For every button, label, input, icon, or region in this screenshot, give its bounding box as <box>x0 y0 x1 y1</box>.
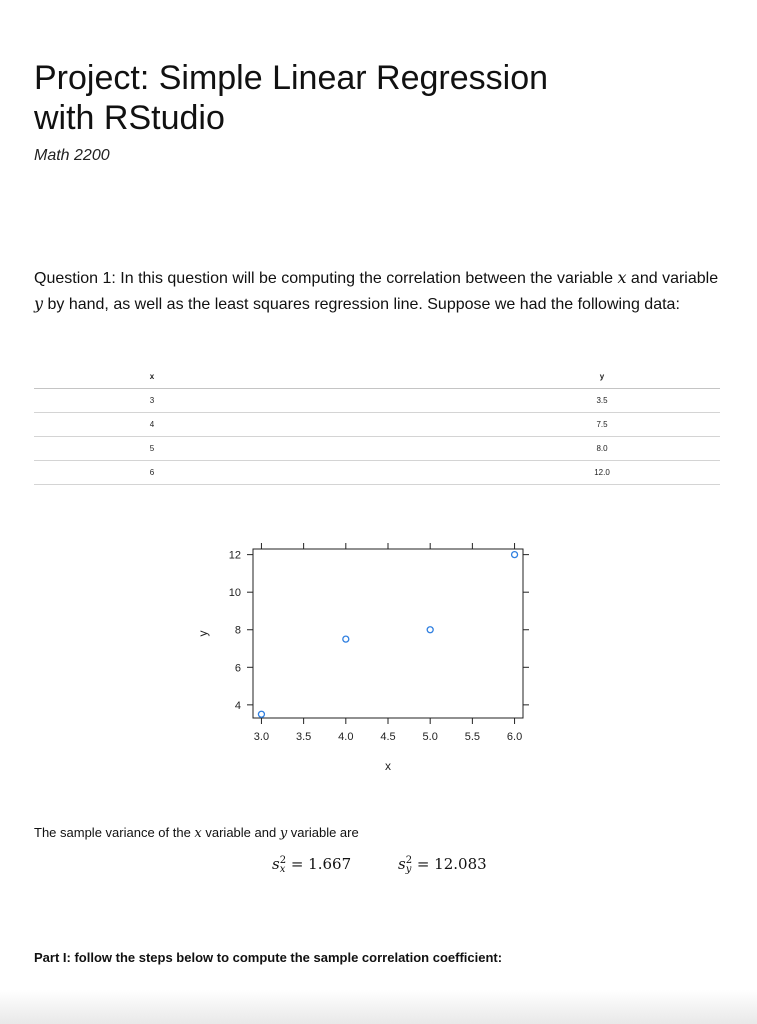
variance-suffix: variable are <box>287 825 359 840</box>
cell-y: 7.5 <box>484 413 720 437</box>
plot-frame <box>253 549 523 718</box>
table-header-row <box>34 365 720 389</box>
variance-y-formula <box>398 855 487 874</box>
sx-sup: 2 <box>279 855 287 866</box>
sy-sub: y <box>405 864 412 875</box>
y-tick-label: 8 <box>234 624 241 637</box>
spacer <box>270 365 484 389</box>
cell-y: 3.5 <box>484 389 720 413</box>
data-point <box>343 636 349 642</box>
y-tick-label: 4 <box>234 699 241 712</box>
header-x: x <box>34 365 270 389</box>
x-axis-label: x <box>385 759 391 773</box>
var-x: x <box>194 826 202 841</box>
x-tick-label: 5.0 <box>422 731 438 743</box>
part-1-heading: Part I: follow the steps below to compute the sample correlation coefficient: <box>34 950 503 965</box>
sy-sup: 2 <box>405 855 413 866</box>
cell-x: 3 <box>34 389 270 413</box>
sx-value: = 1.667 <box>286 855 352 873</box>
title-line-2: with RStudio <box>34 99 225 137</box>
table-row <box>34 461 720 485</box>
x-tick-label: 5.5 <box>464 731 481 743</box>
variance-x-formula <box>272 855 351 874</box>
x-tick-label: 3.5 <box>295 731 312 743</box>
course-subtitle: Math 2200 <box>34 147 110 164</box>
sy-value: = 12.083 <box>412 855 487 873</box>
variance-prefix: The sample variance of the <box>34 825 195 840</box>
cell-y: 12.0 <box>484 461 720 485</box>
y-axis-label: y <box>196 630 210 637</box>
cell-y: 8.0 <box>484 437 720 461</box>
sy-symbol: s <box>398 855 406 873</box>
cell-x: 5 <box>34 437 270 461</box>
x-tick-label: 4.0 <box>338 731 354 743</box>
y-tick-label: 6 <box>234 662 241 675</box>
x-tick-label: 3.0 <box>253 731 270 743</box>
question-suffix: by hand, as well as the least squares regression line. Suppose we had the following data: <box>43 296 680 313</box>
page-title <box>34 58 734 138</box>
x-tick-label: 6.0 <box>506 731 523 743</box>
data-point <box>427 627 433 633</box>
question-prefix: Question 1: In this question will be computing the correlation between the variable <box>34 270 618 287</box>
question-mid: and variable <box>626 270 719 287</box>
table-row <box>34 437 720 461</box>
sx-sub: x <box>279 864 286 875</box>
var-y: y <box>34 294 44 313</box>
variance-intro <box>34 825 359 841</box>
cell-x: 4 <box>34 413 270 437</box>
table-row <box>34 413 720 437</box>
title-line-1: Project: Simple Linear Regression <box>34 59 549 97</box>
data-table <box>34 365 720 485</box>
data-point <box>512 552 518 558</box>
var-y: y <box>279 826 288 841</box>
y-tick-label: 10 <box>228 587 241 600</box>
question-1-text <box>34 265 724 317</box>
sx-symbol: s <box>272 855 280 873</box>
table-row <box>34 389 720 413</box>
data-point <box>258 711 264 717</box>
header-y: y <box>484 365 720 389</box>
cell-x: 6 <box>34 461 270 485</box>
var-x: x <box>617 268 627 287</box>
x-tick-label: 4.5 <box>380 731 396 743</box>
variance-mid: variable and <box>201 825 280 840</box>
scatter-plot <box>195 535 545 780</box>
bottom-fade <box>0 990 757 1024</box>
y-tick-label: 12 <box>228 549 241 562</box>
